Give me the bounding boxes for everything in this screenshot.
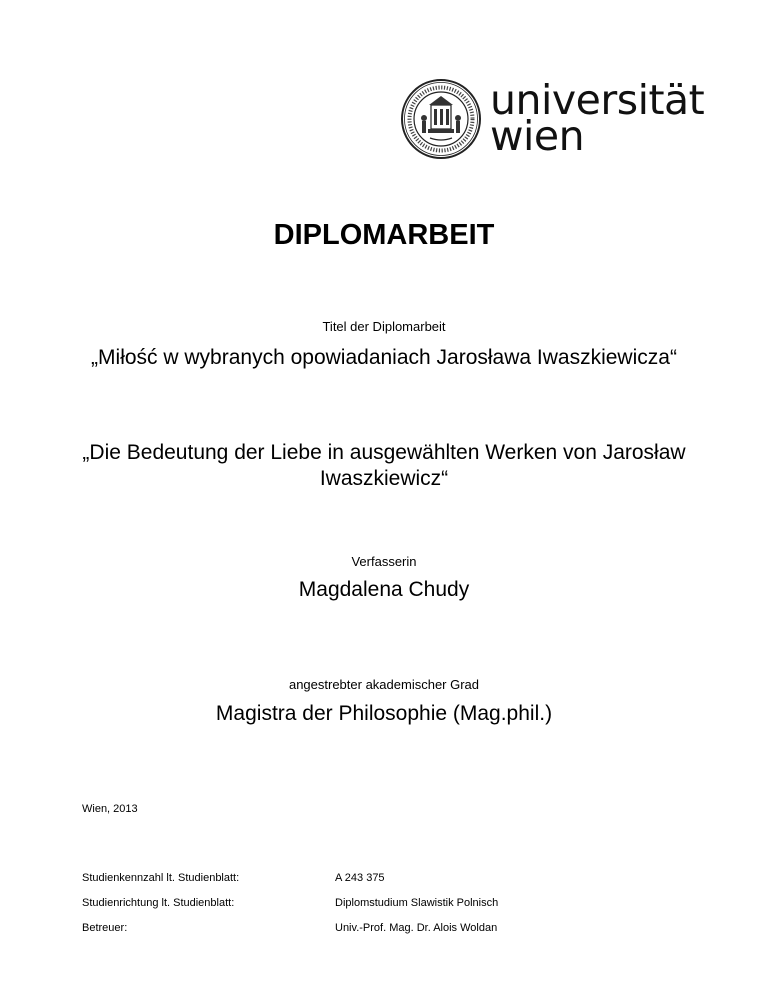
detail-row xyxy=(82,872,682,897)
university-wordmark xyxy=(490,76,705,160)
title-polish: „Miłość w wybranych opowiadaniach Jarosława Iwaszkiewicza“ xyxy=(91,346,677,369)
logo-line-1: universität xyxy=(490,76,705,124)
author-name: Magdalena Chudy xyxy=(298,578,470,601)
detail-label: Studienkennzahl lt. Studienblatt: xyxy=(82,872,240,884)
detail-row xyxy=(82,897,682,922)
degree-name: Magistra der Philosophie (Mag.phil.) xyxy=(215,702,553,725)
title-label: Titel der Diplomarbeit xyxy=(322,319,446,334)
detail-value: A 243 375 xyxy=(335,872,385,884)
study-details xyxy=(82,872,682,947)
title-german: „Die Bedeutung der Liebe in ausgewählten Werken von Jarosław Iwaszkiewicz“ xyxy=(82,441,686,490)
document-type: DIPLOMARBEIT xyxy=(273,219,495,251)
detail-value: Diplomstudium Slawistik Polnisch xyxy=(335,897,499,909)
university-seal-icon xyxy=(400,78,482,160)
logo-line-2: wien xyxy=(490,112,585,160)
university-logo xyxy=(400,76,705,160)
degree-label: angestrebter akademischer Grad xyxy=(288,677,480,692)
detail-label: Betreuer: xyxy=(82,922,128,934)
place-date: Wien, 2013 xyxy=(82,803,138,815)
detail-row xyxy=(82,922,682,947)
author-label: Verfasserin xyxy=(351,554,417,569)
detail-label: Studienrichtung lt. Studienblatt: xyxy=(82,897,235,909)
detail-value: Univ.-Prof. Mag. Dr. Alois Woldan xyxy=(335,922,498,934)
